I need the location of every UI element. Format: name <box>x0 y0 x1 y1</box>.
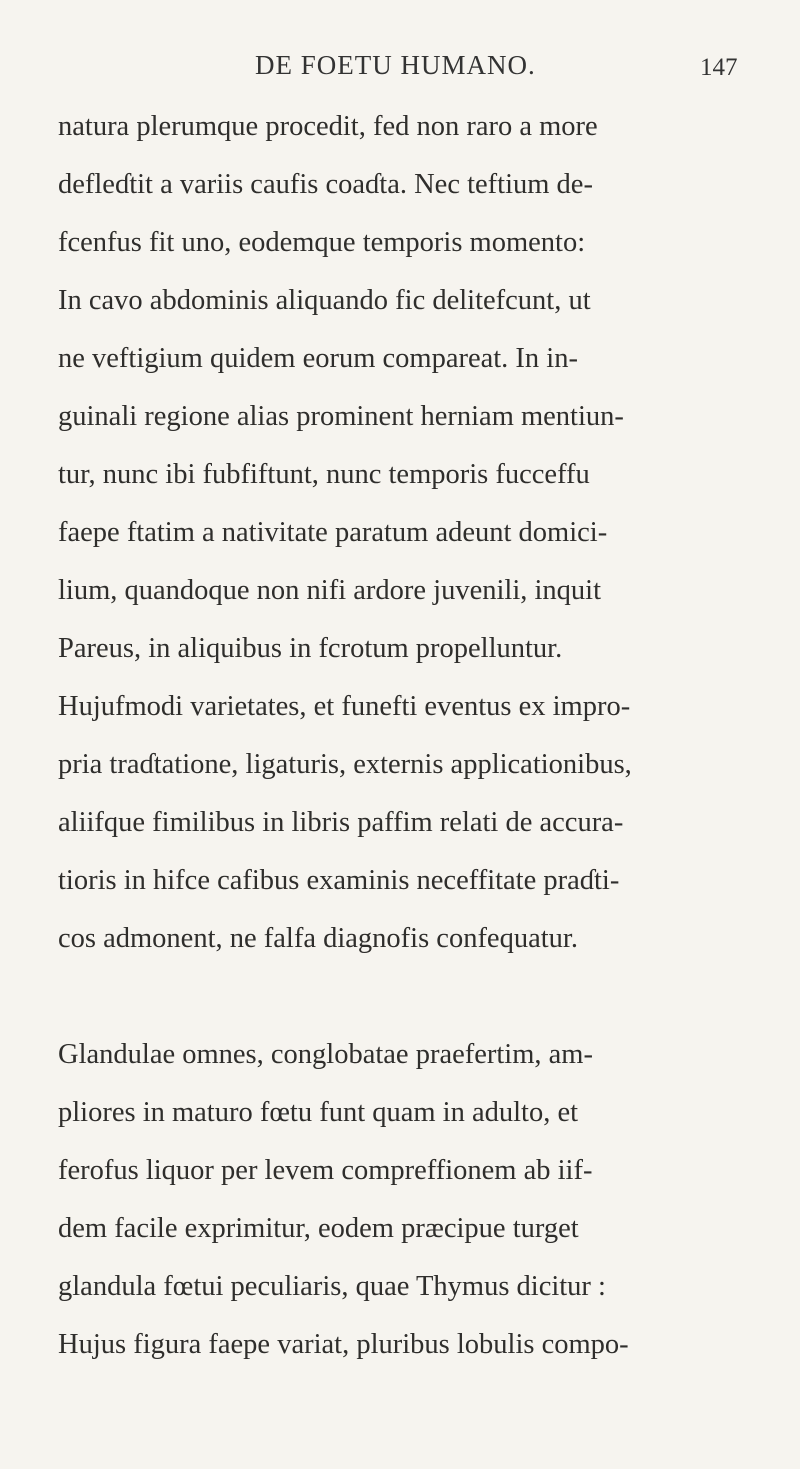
text-line: natura plerumque procedit, fed non raro a more <box>58 111 598 142</box>
text-line: guinali regione alias prominent herniam mentiun- <box>58 401 624 432</box>
text-line: dem facile exprimitur, eodem præcipue turget <box>58 1213 579 1244</box>
text-line: ferofus liquor per levem compreffionem ab iif- <box>58 1155 593 1186</box>
text-line: pliores in maturo fœtu funt quam in adulto, et <box>58 1097 579 1128</box>
text-line: tioris in hifce cafibus examinis neceffitate praɗti- <box>58 865 620 896</box>
text-line: Hujus figura faepe variat, pluribus lobulis compo- <box>58 1329 629 1360</box>
text-line: fcenfus fit uno, eodemque temporis momento: <box>58 227 586 258</box>
text-line: Pareus, in aliquibus in fcrotum propelluntur. <box>58 633 563 664</box>
text-line: Glandulae omnes, conglobatae praefertim, am- <box>58 1039 593 1070</box>
page-number: 147 <box>700 54 738 81</box>
paragraph-1 <box>58 98 778 968</box>
text-line: glandula fœtui peculiaris, quae Thymus dicitur : <box>58 1271 606 1302</box>
text-line: lium, quandoque non nifi ardore juvenili, inquit <box>58 575 601 606</box>
text-line: tur, nunc ibi fubfiftunt, nunc temporis fucceffu <box>58 459 590 490</box>
text-line: aliifque fimilibus in libris paffim relati de accura- <box>58 807 624 838</box>
page-header <box>0 50 800 90</box>
body-text <box>58 98 778 1374</box>
text-line: In cavo abdominis aliquando fic delitefcunt, ut <box>58 285 591 316</box>
text-line: Hujufmodi varietates, et funefti eventus ex impro- <box>58 691 631 722</box>
text-line: faepe ftatim a nativitate paratum adeunt domici- <box>58 517 608 548</box>
paragraph-gap <box>58 968 778 1026</box>
text-line: cos admonent, ne falfa diagnofis confequatur. <box>58 923 578 954</box>
text-line: defleɗtit a variis caufis coaɗta. Nec teftium de- <box>58 169 593 200</box>
text-line: ne veftigium quidem eorum compareat. In in- <box>58 343 578 374</box>
running-title: DE FOETU HUMANO. <box>255 50 536 80</box>
text-line: pria traɗtatione, ligaturis, externis applicationibus, <box>58 749 632 780</box>
paragraph-2 <box>58 1026 778 1374</box>
